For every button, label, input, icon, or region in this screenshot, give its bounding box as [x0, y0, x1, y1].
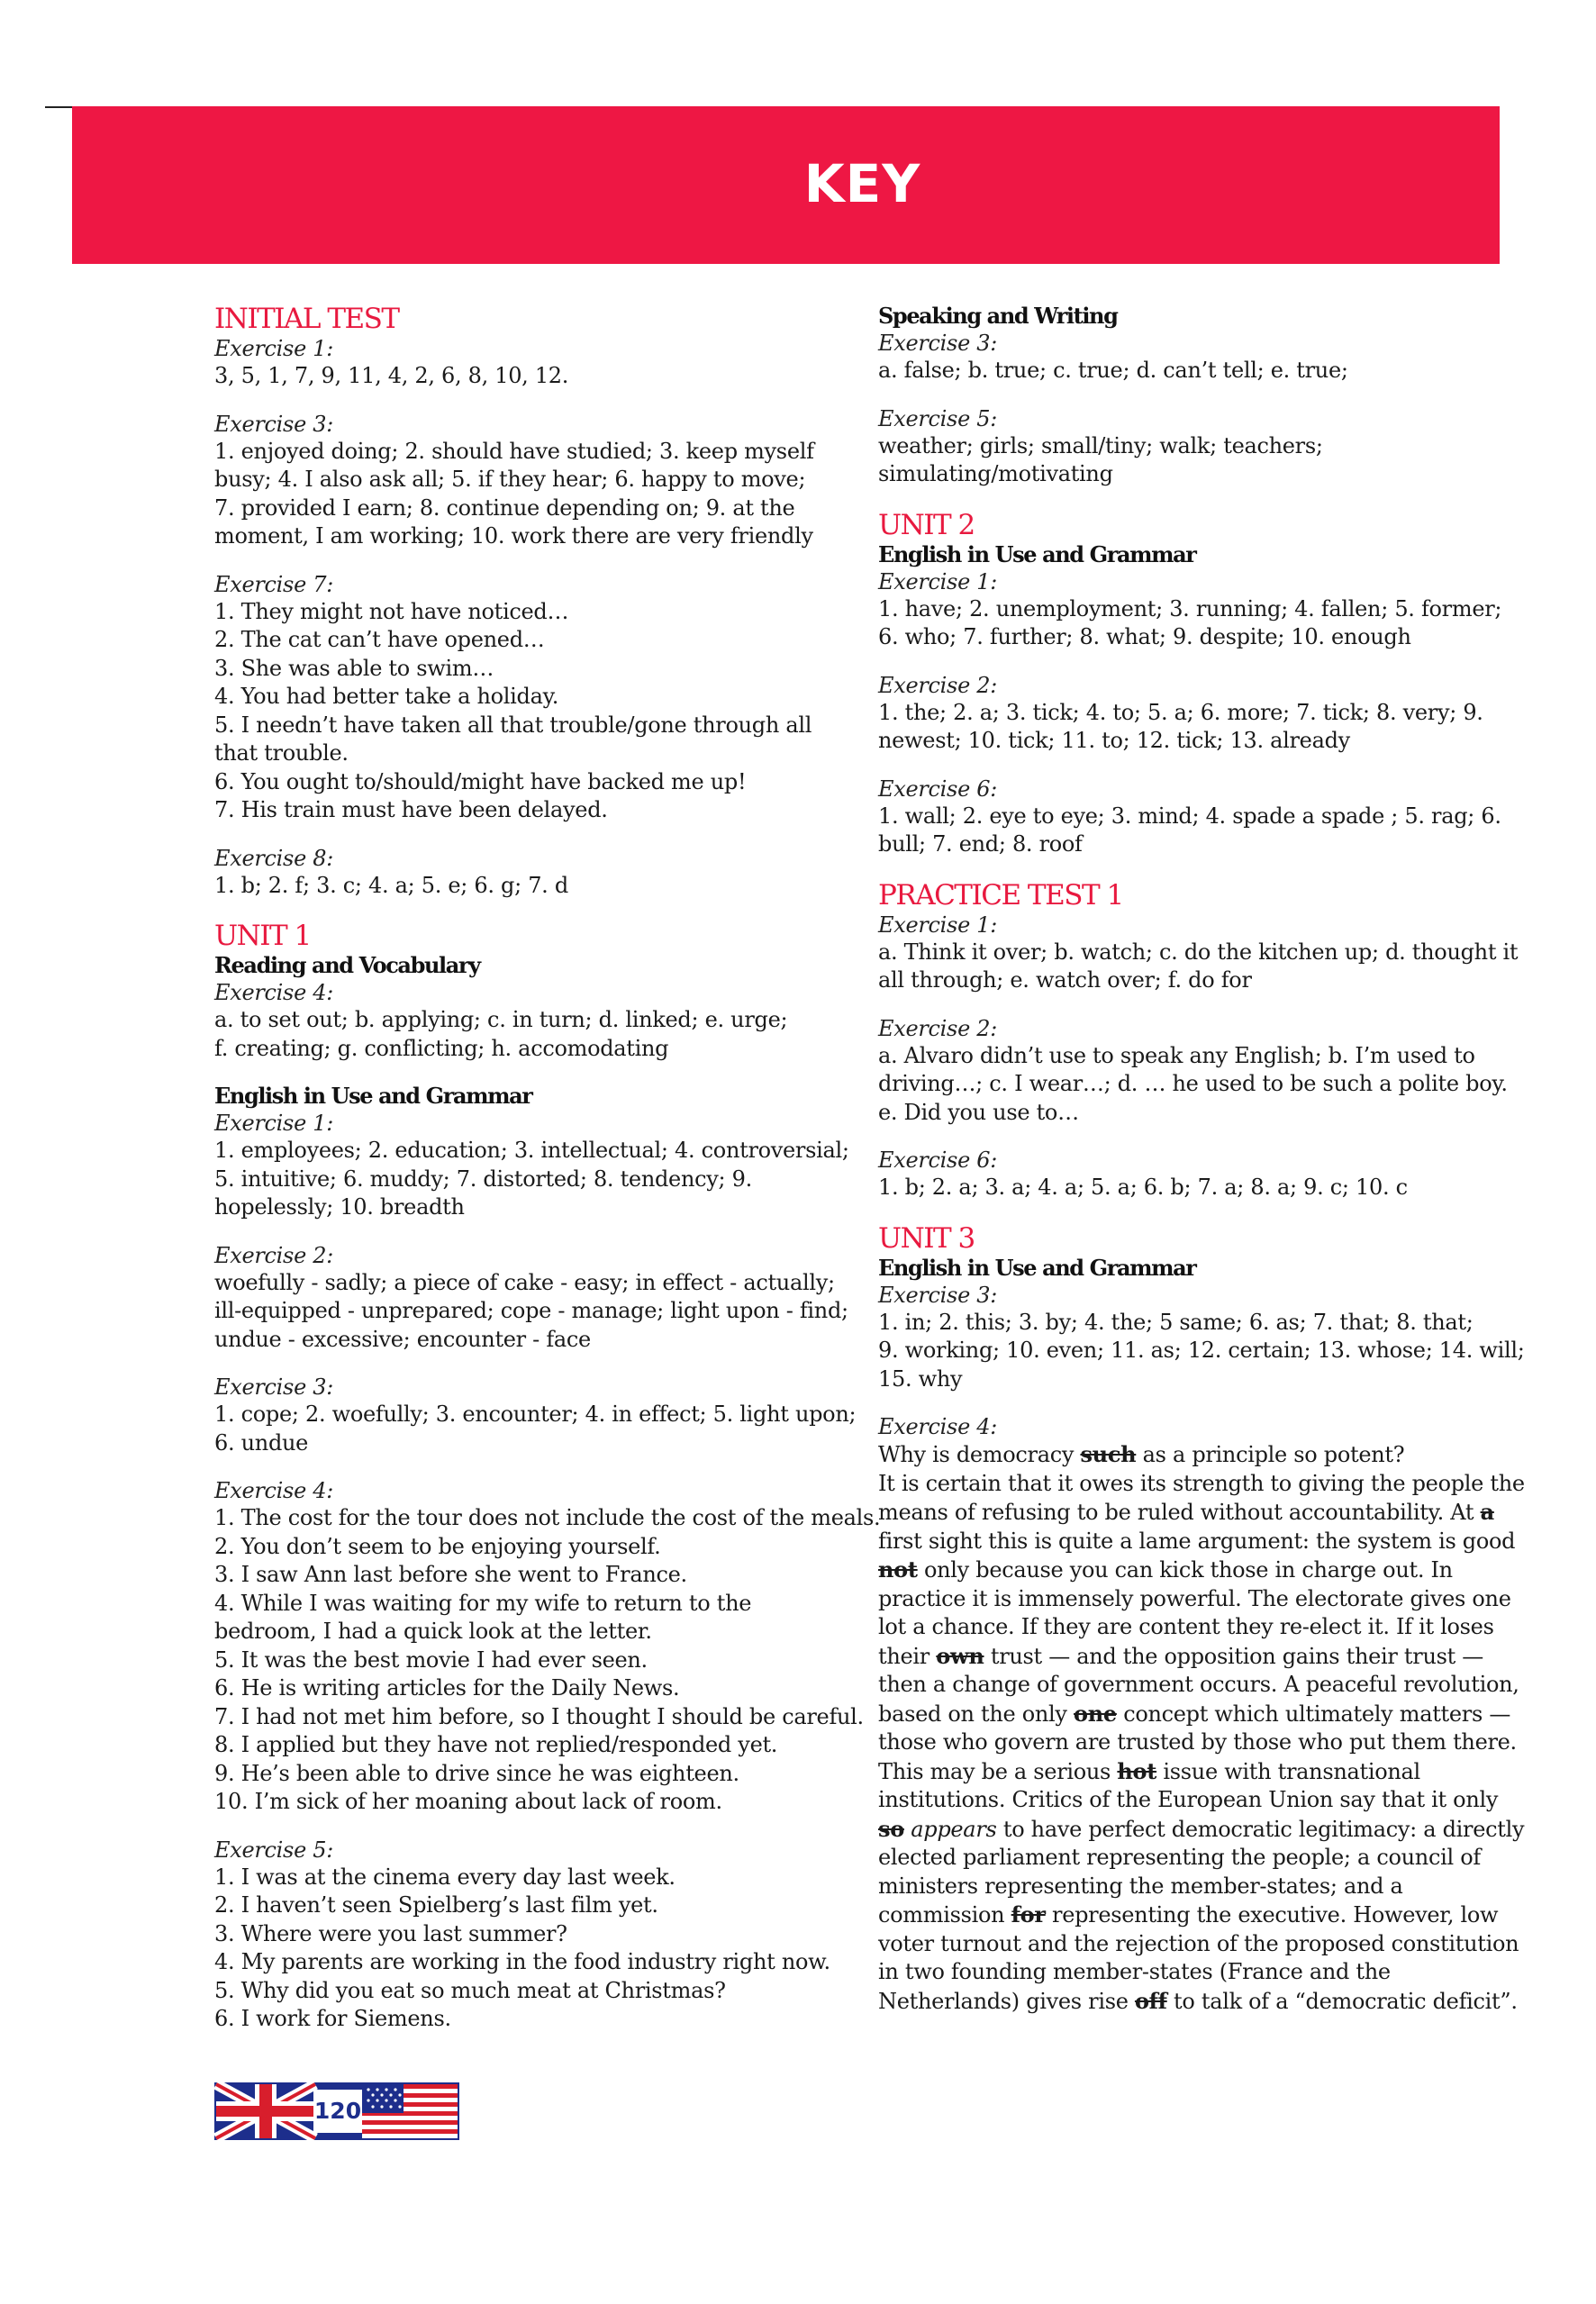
section-group	[878, 912, 1519, 1202]
exercise-label: Exercise 6:	[878, 776, 998, 802]
answer-line: 3. Where were you last summer?	[214, 1920, 567, 1946]
answer-line: e. Did you use to…	[878, 1099, 1079, 1125]
section-group	[878, 1254, 1525, 1394]
exercise	[214, 1477, 881, 1817]
page-number: 120	[313, 2090, 362, 2133]
subsection-title: English in Use and Grammar	[214, 1083, 532, 1109]
answer-line: 7. I had not met him before, so I thought I should be careful.	[214, 1703, 864, 1729]
answer-line: weather; girls; small/tiny; walk; teachers;	[878, 432, 1323, 458]
exercise-label: Exercise 8:	[214, 845, 334, 871]
exercise	[214, 1110, 849, 1222]
answer-line: 15. why	[878, 1365, 963, 1392]
section-group	[214, 1083, 881, 2034]
exercise	[214, 335, 845, 391]
answer-line: 5. It was the best movie I had ever seen.	[214, 1646, 648, 1673]
answer-line	[878, 1498, 1509, 1528]
struck-word: one	[1074, 1700, 1117, 1727]
answer-line: 5. I needn’t have taken all that trouble/gone through all	[214, 712, 812, 738]
text-run: practice it is immensely powerful. The electorate gives one	[878, 1585, 1511, 1611]
answer-line: 3, 5, 1, 7, 9, 11, 4, 2, 6, 8, 10, 12.	[214, 363, 569, 388]
answer-line: 1. have; 2. unemployment; 3. running; 4. fallen; 5. former;	[878, 595, 1502, 621]
text-run: as a principle so potent?	[1136, 1442, 1405, 1467]
answer-line	[878, 1470, 1525, 1499]
section	[878, 878, 1519, 1202]
answer-line: 1. I was at the cinema every day last week.	[214, 1864, 676, 1890]
text-run: only because you can kick those in charge out. In	[917, 1557, 1453, 1583]
answer-line: 2. I haven’t seen Spielberg’s last film yet.	[214, 1892, 658, 1918]
answer-line	[878, 1930, 1519, 1959]
answer-line: 6. I work for Siemens.	[214, 2006, 451, 2031]
struck-word: not	[878, 1556, 918, 1583]
text-run: lot a chance. If they are content they re-elect it. If it loses	[878, 1614, 1494, 1639]
exercise-label: Exercise 7:	[214, 571, 334, 597]
answer-line: busy; 4. I also ask all; 5. if they hear; 6. happy to move;	[214, 467, 806, 492]
answer-line	[878, 1613, 1509, 1642]
answer-line	[878, 1556, 1509, 1585]
struck-word: such	[1080, 1441, 1137, 1467]
section-group	[214, 952, 845, 1063]
struck-word: a	[1480, 1499, 1494, 1525]
answer-line	[878, 1700, 1509, 1729]
answer-line	[878, 1440, 1509, 1470]
text-run: means of refusing to be ruled without accountability. At	[878, 1500, 1481, 1525]
answer-line: 1. in; 2. this; 3. by; 4. the; 5 same; 6. as; 7. that; 8. that;	[878, 1309, 1474, 1335]
answer-line	[878, 1786, 1509, 1815]
answer-line	[878, 1757, 1509, 1787]
text-run: trust — and the opposition gains their trust —	[984, 1643, 1483, 1669]
section-title: INITIAL TEST	[214, 303, 399, 335]
answer-line	[878, 1958, 1509, 1987]
section-title: PRACTICE TEST 1	[878, 878, 1123, 912]
exercise-label: Exercise 6:	[878, 1147, 998, 1173]
answer-line: 1. They might not have noticed…	[214, 598, 569, 624]
answer-line: 5. intuitive; 6. muddy; 7. distorted; 8. tendency; 9.	[214, 1166, 752, 1192]
exercise-label: Exercise 4:	[878, 1414, 998, 1439]
answer-line: 1. wall; 2. eye to eye; 3. mind; 4. spade a spade ; 5. rag; 6.	[878, 803, 1501, 829]
answer-line: 6. You ought to/should/might have backed me up!	[214, 768, 747, 794]
text-run: then a change of government occurs. A peaceful revolution,	[878, 1672, 1519, 1697]
exercise-label: Exercise 1:	[214, 336, 334, 361]
section	[214, 920, 881, 2034]
answer-line: ill-equipped - unprepared; cope - manage; light upon - find;	[214, 1298, 848, 1323]
exercise	[878, 912, 1519, 995]
exercise-label: Exercise 3:	[878, 1282, 998, 1308]
answer-line: 2. The cat can’t have opened…	[214, 627, 545, 652]
answer-line: 10. I’m sick of her moaning about lack of room.	[214, 1789, 722, 1814]
exercise	[878, 1413, 1525, 2016]
section-group	[878, 541, 1509, 859]
struck-word: off	[1134, 1987, 1167, 2014]
exercise	[878, 1147, 1509, 1202]
exercise-label: Exercise 2:	[878, 672, 998, 698]
section	[878, 303, 1509, 489]
text-run: institutions. Critics of the European Union say that it only	[878, 1787, 1499, 1812]
text-run: those who govern are trusted by those who put them there.	[878, 1729, 1517, 1755]
exercise-label: Exercise 3:	[878, 331, 998, 356]
text-run: ministers representing the member-states; and a	[878, 1873, 1403, 1899]
italic-word: appears	[911, 1816, 997, 1842]
answer-line	[878, 1987, 1518, 2017]
answer-line: f. creating; g. conflicting; h. accomodating	[214, 1035, 669, 1061]
text-run: Netherlands) gives rise	[878, 1988, 1135, 2014]
section-group	[214, 335, 845, 900]
answer-line: 9. He’s been able to drive since he was eighteen.	[214, 1760, 739, 1786]
section-title: UNIT 3	[878, 1221, 975, 1255]
header-banner	[72, 106, 1500, 264]
top-rule	[45, 106, 72, 108]
right-column	[878, 303, 1525, 2036]
exercise	[214, 1837, 845, 2034]
answer-line: 8. I applied but they have not replied/responded yet.	[214, 1732, 778, 1757]
answer-line: a. Alvaro didn’t use to speak any English; b. I’m used to	[878, 1042, 1475, 1068]
section	[214, 303, 845, 900]
section-title: UNIT 1	[214, 920, 311, 952]
answer-line: 6. He is writing articles for the Daily News.	[214, 1675, 680, 1701]
text-run: This may be a serious	[878, 1758, 1118, 1784]
answer-line: 1. the; 2. a; 3. tick; 4. to; 5. a; 6. more; 7. tick; 8. very; 9.	[878, 699, 1483, 725]
answer-line: a. Think it over; b. watch; c. do the kitchen up; d. thought it	[878, 939, 1519, 965]
answer-line: 5. Why did you eat so much meat at Christmas?	[214, 1977, 726, 2003]
text-run: first sight this is quite a lame argument: the system is good	[878, 1528, 1516, 1554]
exercise	[214, 571, 845, 825]
answer-line: a. false; b. true; c. true; d. can’t tell; e. true;	[878, 358, 1348, 383]
page-title: KEY	[803, 153, 921, 214]
answer-line	[878, 1528, 1516, 1556]
exercise-label: Exercise 1:	[214, 1111, 334, 1136]
answer-line: newest; 10. tick; 11. to; 12. tick; 13. already	[878, 728, 1350, 753]
answer-line: 2. You don’t seem to be enjoying yourself.	[214, 1533, 661, 1559]
answer-line: undue - excessive; encounter - face	[214, 1326, 591, 1352]
exercise	[878, 568, 1509, 652]
subsection-title: English in Use and Grammar	[878, 1254, 1196, 1281]
text-run: Why is democracy	[878, 1442, 1081, 1467]
exercise-label: Exercise 3:	[214, 1374, 334, 1400]
text-run: concept which ultimately matters —	[1116, 1701, 1511, 1727]
answer-line: a. to set out; b. applying; c. in turn; d. linked; e. urge;	[214, 1007, 788, 1032]
subsection-title: English in Use and Grammar	[878, 540, 1196, 567]
answer-line	[878, 1671, 1519, 1700]
text-run: issue with transnational	[1156, 1758, 1420, 1784]
answer-line: woefully - sadly; a piece of cake - easy; in effect - actually;	[214, 1269, 835, 1295]
answer-line: moment, I am working; 10. work there are very friendly	[214, 523, 813, 549]
struck-word: for	[1011, 1901, 1046, 1928]
text-run: voter turnout and the rejection of the proposed constitution	[878, 1930, 1519, 1956]
exercise-label: Exercise 5:	[214, 1837, 334, 1863]
answer-line: 6. who; 7. further; 8. what; 9. despite; 10. enough	[878, 624, 1411, 649]
page-number-badge	[214, 2082, 459, 2140]
subsection-title: Speaking and Writing	[878, 303, 1118, 329]
exercise	[214, 845, 845, 901]
exercise	[878, 1015, 1509, 1128]
answer-line: 1. b; 2. f; 3. c; 4. a; 5. e; 6. g; 7. d	[214, 872, 568, 898]
exercise-label: Exercise 3:	[214, 411, 334, 437]
answer-line	[878, 1900, 1509, 1930]
text-run: to talk of a “democratic deficit”.	[1166, 1988, 1518, 2014]
section	[878, 509, 1509, 859]
exercise-label: Exercise 4:	[214, 980, 334, 1005]
answer-line: 1. enjoyed doing; 2. should have studied; 3. keep myself	[214, 438, 814, 464]
answer-line: 6. undue	[214, 1429, 309, 1456]
text-run: commission	[878, 1902, 1011, 1928]
exercise	[878, 1282, 1525, 1394]
text-run: It is certain that it owes its strength to giving the people the	[878, 1470, 1525, 1496]
answer-line	[878, 1585, 1509, 1614]
answer-line: bull; 7. end; 8. roof	[878, 831, 1083, 857]
section-group	[878, 303, 1509, 489]
answer-line: 4. My parents are working in the food industry right now.	[214, 1949, 830, 1974]
answer-line: hopelessly; 10. breadth	[214, 1194, 465, 1220]
answer-line: simulating/motivating	[878, 461, 1113, 486]
exercise-label: Exercise 2:	[214, 1242, 334, 1268]
answer-line: 1. cope; 2. woefully; 3. encounter; 4. in effect; 5. light upon;	[214, 1401, 857, 1427]
answer-line: that trouble.	[214, 740, 349, 766]
answer-line	[878, 1844, 1509, 1873]
text-run: their	[878, 1643, 937, 1669]
answer-line: 1. The cost for the tour does not include the cost of the meals.	[214, 1505, 881, 1530]
answer-line: 3. She was able to swim…	[214, 655, 494, 681]
exercise-label: Exercise 1:	[878, 568, 998, 594]
struck-word: hot	[1117, 1757, 1157, 1784]
answer-line: all through; e. watch over; f. do for	[878, 967, 1252, 993]
text-run: in two founding member-states (France and the	[878, 1959, 1391, 1984]
answer-line	[878, 1728, 1517, 1757]
exercise	[214, 1374, 857, 1457]
section	[878, 1221, 1525, 2017]
exercise	[214, 411, 845, 551]
answer-line: 9. working; 10. even; 11. as; 12. certain; 13. whose; 14. will;	[878, 1338, 1525, 1363]
answer-line	[878, 1815, 1525, 1845]
answer-line: 3. I saw Ann last before she went to France.	[214, 1562, 687, 1587]
exercise	[214, 1242, 848, 1355]
section-title: UNIT 2	[878, 508, 975, 541]
exercise	[878, 330, 1509, 386]
exercise	[878, 672, 1509, 756]
subsection-title: Reading and Vocabulary	[214, 952, 480, 978]
exercise-label: Exercise 1:	[878, 912, 998, 938]
left-column	[214, 303, 881, 2054]
answer-line: 4. While I was waiting for my wife to return to the	[214, 1590, 752, 1616]
exercise-label: Exercise 4:	[214, 1478, 334, 1503]
text-run: to have perfect democratic legitimacy: a directly	[996, 1816, 1525, 1842]
exercise	[214, 979, 845, 1063]
answer-line	[878, 1642, 1509, 1672]
answer-line: 1. employees; 2. education; 3. intellectual; 4. controversial;	[214, 1138, 849, 1163]
struck-word: so	[878, 1815, 904, 1842]
text-run: elected parliament representing the people; a council of	[878, 1845, 1481, 1870]
answer-line: 1. b; 2. a; 3. a; 4. a; 5. a; 6. b; 7. a; 8. a; 9. c; 10. c	[878, 1175, 1408, 1200]
answer-line: 7. His train must have been delayed.	[214, 797, 608, 822]
text-run: based on the only	[878, 1701, 1075, 1727]
exercise	[878, 776, 1509, 859]
answer-line	[878, 1873, 1509, 1901]
answer-line: 7. provided I earn; 8. continue depending on; 9. at the	[214, 494, 795, 521]
struck-word: own	[936, 1642, 984, 1669]
exercise-label: Exercise 5:	[878, 405, 998, 431]
answer-line: bedroom, I had a quick look at the letter.	[214, 1619, 652, 1644]
answer-line: driving…; c. I wear…; d. … he used to be such a polite boy.	[878, 1071, 1508, 1096]
exercise-label: Exercise 2:	[878, 1015, 998, 1041]
exercise	[878, 405, 1509, 489]
answer-line: 4. You had better take a holiday.	[214, 684, 559, 709]
text-run: representing the executive. However, low	[1045, 1902, 1499, 1928]
